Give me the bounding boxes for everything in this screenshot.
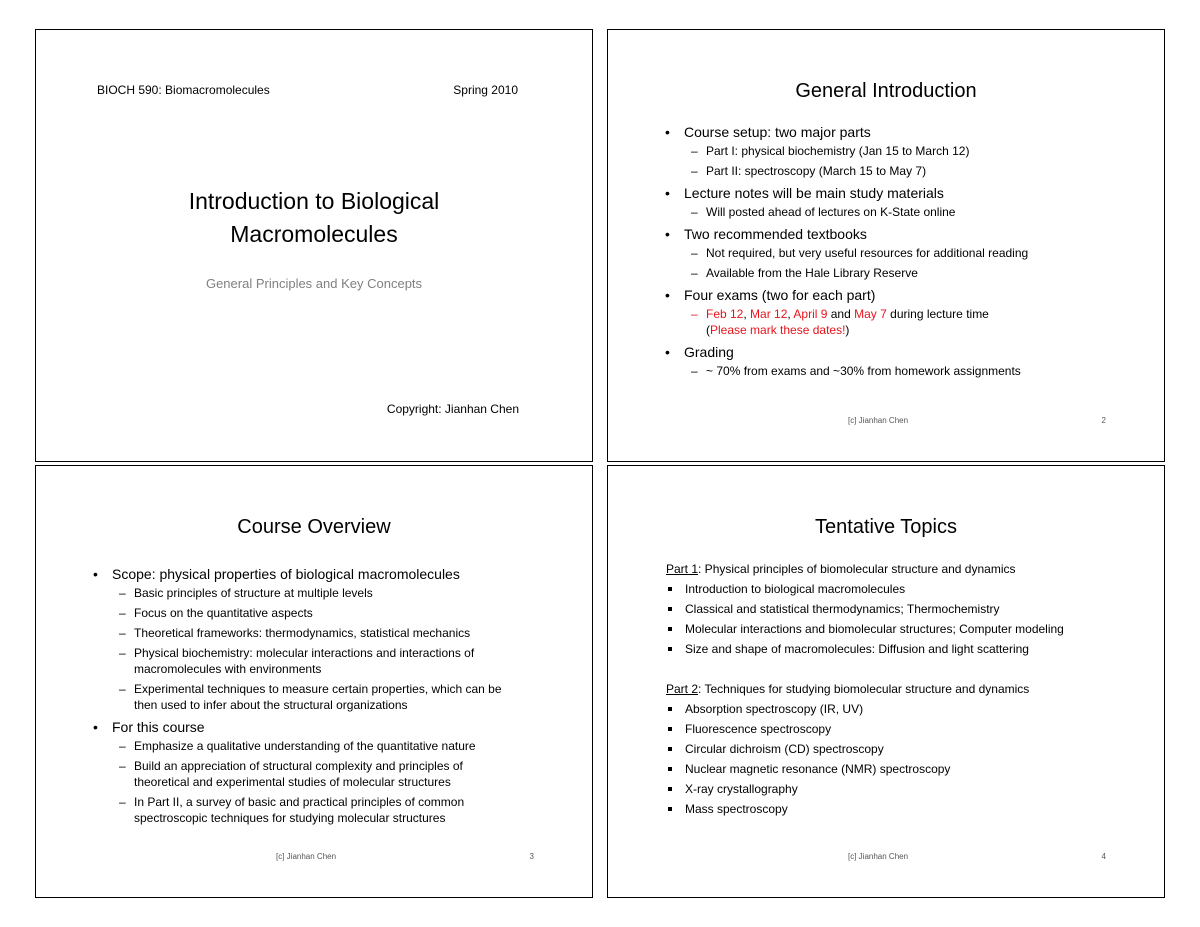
topic-item: Fluorescence spectroscopy (666, 719, 1148, 739)
course-name: BIOCH 590: Biomacromolecules (97, 83, 270, 97)
bullet: • Course setup: two major parts (664, 122, 1144, 142)
copyright-notice: Copyright: Jianhan Chen (386, 402, 519, 416)
mark-dates-note: Please mark these dates! (710, 323, 846, 337)
title-line-2: Macromolecules (230, 221, 398, 247)
sub-bullet: – In Part II, a survey of basic and practical principles of common spectroscopic techniques for studying molecular structures (92, 794, 494, 826)
sub-bullet: – Experimental techniques to measure certain properties, which can be then used to infer about the structural organizations (92, 681, 514, 713)
sub-bullet: – Available from the Hale Library Reserve (664, 265, 1144, 281)
exam-dates-bullet: – Feb 12, Mar 12, April 9 and May 7 during lecture time (664, 306, 1144, 322)
exam-date: April 9 (793, 307, 828, 321)
slide-footer: [c] Jianhan Chen (848, 852, 909, 861)
sub-bullet: – Build an appreciation of structural complexity and principles of theoretical and experimental studies of molecular structures (92, 758, 494, 790)
course-term: Spring 2010 (453, 83, 518, 97)
part-1-heading: Part 1: Physical principles of biomolecular structure and dynamics (666, 562, 1016, 576)
topic-item: Circular dichroism (CD) spectroscopy (666, 739, 1148, 759)
sub-bullet: – Not required, but very useful resources for additional reading (664, 245, 1144, 261)
bullet: • For this course (92, 717, 572, 737)
page-number: 4 (1101, 852, 1106, 861)
part-2-heading: Part 2: Techniques for studying biomolecular structure and dynamics (666, 682, 1030, 696)
sub-bullet: – ~ 70% from exams and ~30% from homework assignments (664, 363, 1144, 379)
slide-1-title (35, 29, 593, 462)
bullet: • Scope: physical properties of biological macromolecules (92, 564, 572, 584)
slide-footer: [c] Jianhan Chen (276, 852, 337, 861)
bullet: • Grading (664, 342, 1144, 362)
slide-title: General Introduction (795, 80, 977, 102)
slide-footer: [c] Jianhan Chen (848, 416, 909, 425)
topic-item: Molecular interactions and biomolecular structures; Computer modeling (666, 619, 1148, 639)
sub-bullet: – Physical biochemistry: molecular interactions and interactions of macromolecules with environments (92, 645, 504, 677)
sub-bullet: – Basic principles of structure at multiple levels (92, 585, 572, 601)
sub-bullet: – Part I: physical biochemistry (Jan 15 to March 12) (664, 143, 1144, 159)
slide-title: Course Overview (237, 516, 391, 538)
bullet: • Two recommended textbooks (664, 224, 1144, 244)
slide-4-tentative-topics (607, 465, 1165, 898)
topic-item: Nuclear magnetic resonance (NMR) spectroscopy (666, 759, 1148, 779)
slide-title: Tentative Topics (815, 516, 957, 538)
topic-item: Introduction to biological macromolecules (666, 579, 1148, 599)
page-number: 3 (529, 852, 534, 861)
exam-date: Feb 12 (706, 307, 744, 321)
sub-bullet: – Part II: spectroscopy (March 15 to May 7) (664, 163, 1144, 179)
exam-dates-note: (Please mark these dates!) (706, 323, 850, 337)
topic-item: Absorption spectroscopy (IR, UV) (666, 699, 1148, 719)
bullet: • Lecture notes will be main study materials (664, 183, 1144, 203)
slide-3-course-overview (35, 465, 593, 898)
topic-item: Size and shape of macromolecules: Diffusion and light scattering (666, 639, 1148, 659)
slide-2-general-introduction (607, 29, 1165, 462)
title-line-1: Introduction to Biological (188, 188, 440, 214)
exam-date: May 7 (854, 307, 887, 321)
bullet: • Four exams (two for each part) (664, 285, 1144, 305)
sub-bullet: – Will posted ahead of lectures on K-State online (664, 204, 1144, 220)
topic-item: X-ray crystallography (666, 779, 1148, 799)
topic-item: Mass spectroscopy (666, 799, 1148, 819)
sub-bullet: – Focus on the quantitative aspects (92, 605, 572, 621)
presentation-title (36, 185, 592, 251)
sub-bullet: – Theoretical frameworks: thermodynamics, statistical mechanics (92, 625, 572, 641)
exam-date: Mar 12 (750, 307, 788, 321)
topic-item: Classical and statistical thermodynamics; Thermochemistry (666, 599, 1148, 619)
slide-body (664, 122, 1144, 383)
presentation-subtitle: General Principles and Key Concepts (205, 276, 423, 291)
page-number: 2 (1101, 416, 1106, 425)
slide-body (92, 564, 572, 830)
topics-list (666, 559, 1148, 819)
sub-bullet: – Emphasize a qualitative understanding of the quantitative nature (92, 738, 572, 754)
